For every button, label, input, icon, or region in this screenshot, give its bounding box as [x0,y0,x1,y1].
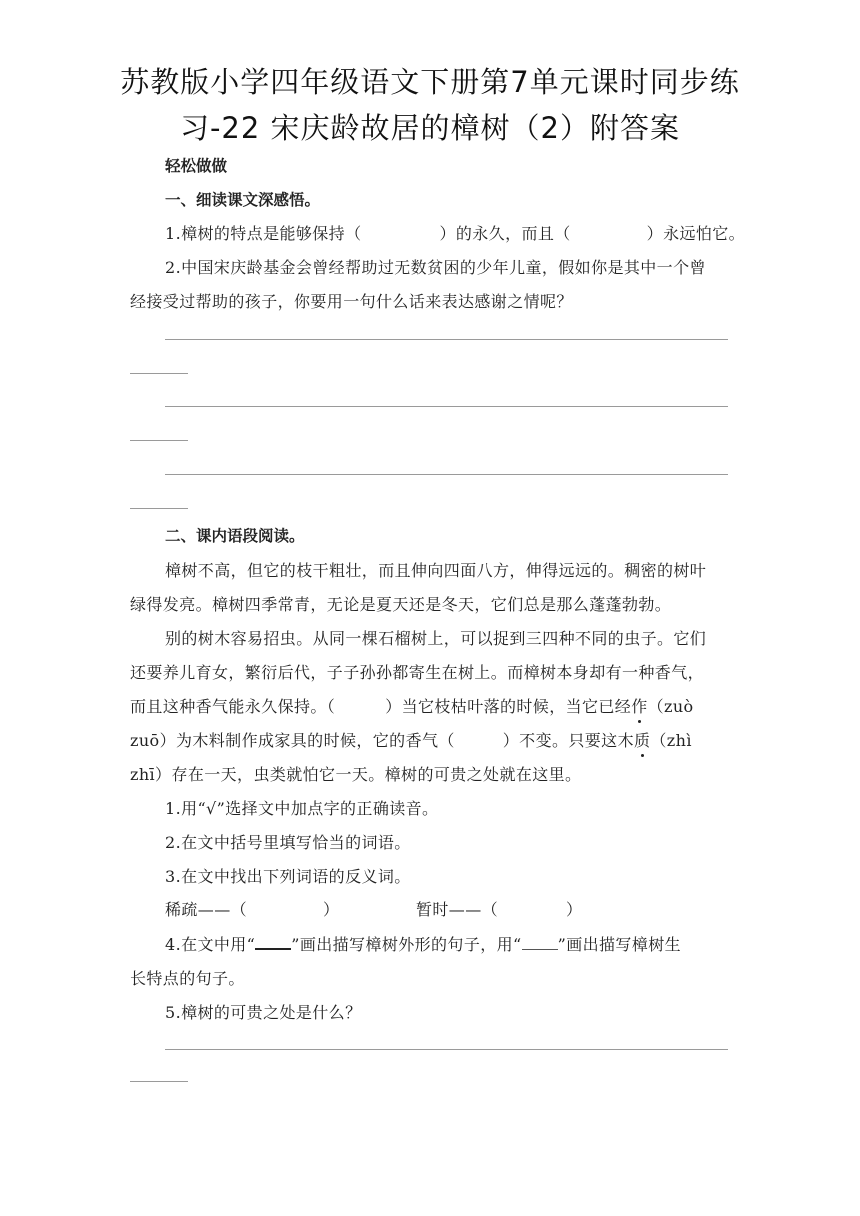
answer-line[interactable] [165,339,728,340]
part2-question-1: 1.用“√”选择文中加点字的正确读音。 [165,799,439,818]
part2-question-4-line1: 4.在文中用“ ”画出描写樟树外形的句子，用“ ”画出描写樟树生 [165,935,682,954]
passage-p2-line4: zuō）为木料制作成家具的时候，它的香气（ ）不变。只要这木质（zhì [130,728,692,751]
part1-question-1: 1.樟树的特点是能够保持（ ）的永久，而且（ ）永远怕它。 [165,224,746,243]
answer-line-end [130,1081,188,1082]
part2-heading: 二、课内语段阅读。 [165,527,305,545]
answer-line[interactable] [165,406,728,407]
dotted-char-zuo: 作 [631,694,647,717]
passage-p2-line1: 别的树木容易招虫。从同一棵石榴树上，可以捉到三四种不同的虫子。它们 [165,629,707,648]
passage-p1-line2: 绿得发亮。樟树四季常青，无论是夏天还是冬天，它们总是那么蓬蓬勃勃。 [130,595,672,614]
passage-p1-line1: 樟树不高，但它的枝干粗壮，而且伸向四面八方，伸得远远的。稠密的树叶 [165,561,707,580]
section-intro: 轻松做做 [165,157,228,175]
part1-heading: 一、细读课文深感悟。 [165,191,321,209]
passage-p2-line3: 而且这种香气能永久保持。（ ）当它枝枯叶落的时候，当它已经作（zuò [130,694,694,717]
thin-underline-sample [522,935,558,950]
part2-question-2: 2.在文中括号里填写恰当的词语。 [165,833,411,852]
dotted-char-zhi: 质 [634,728,650,751]
part2-question-4-line2: 长特点的句子。 [130,969,245,988]
page-title-line1: 苏教版小学四年级语文下册第7单元课时同步练 [120,65,740,99]
part2-question-3: 3.在文中找出下列词语的反义词。 [165,867,411,886]
passage-p2-line5: zhī）存在一天，虫类就怕它一天。樟树的可贵之处就在这里。 [130,765,582,784]
antonym-item-2: 暂时——（ ） [416,900,583,919]
answer-line-end [130,440,188,441]
part1-question-2-line1: 2.中国宋庆龄基金会曾经帮助过无数贫困的少年儿童，假如你是其中一个曾 [165,258,706,277]
page-title-line2: 习-22 宋庆龄故居的樟树（2）附答案 [179,111,681,145]
passage-p2-line2: 还要养儿育女，繁衍后代，子子孙孙都寄生在树上。而樟树本身却有一种香气， [130,663,705,682]
part2-question-5: 5.樟树的可贵之处是什么？ [165,1003,362,1022]
answer-line-end [130,508,188,509]
thick-underline-sample [255,934,291,950]
part1-question-2-line2: 经接受过帮助的孩子，你要用一句什么话来表达感谢之情呢？ [130,292,573,311]
antonym-item-1: 稀疏——（ ） [165,900,340,919]
answer-line[interactable] [165,474,728,475]
answer-line[interactable] [165,1049,728,1050]
answer-line-end [130,373,188,374]
